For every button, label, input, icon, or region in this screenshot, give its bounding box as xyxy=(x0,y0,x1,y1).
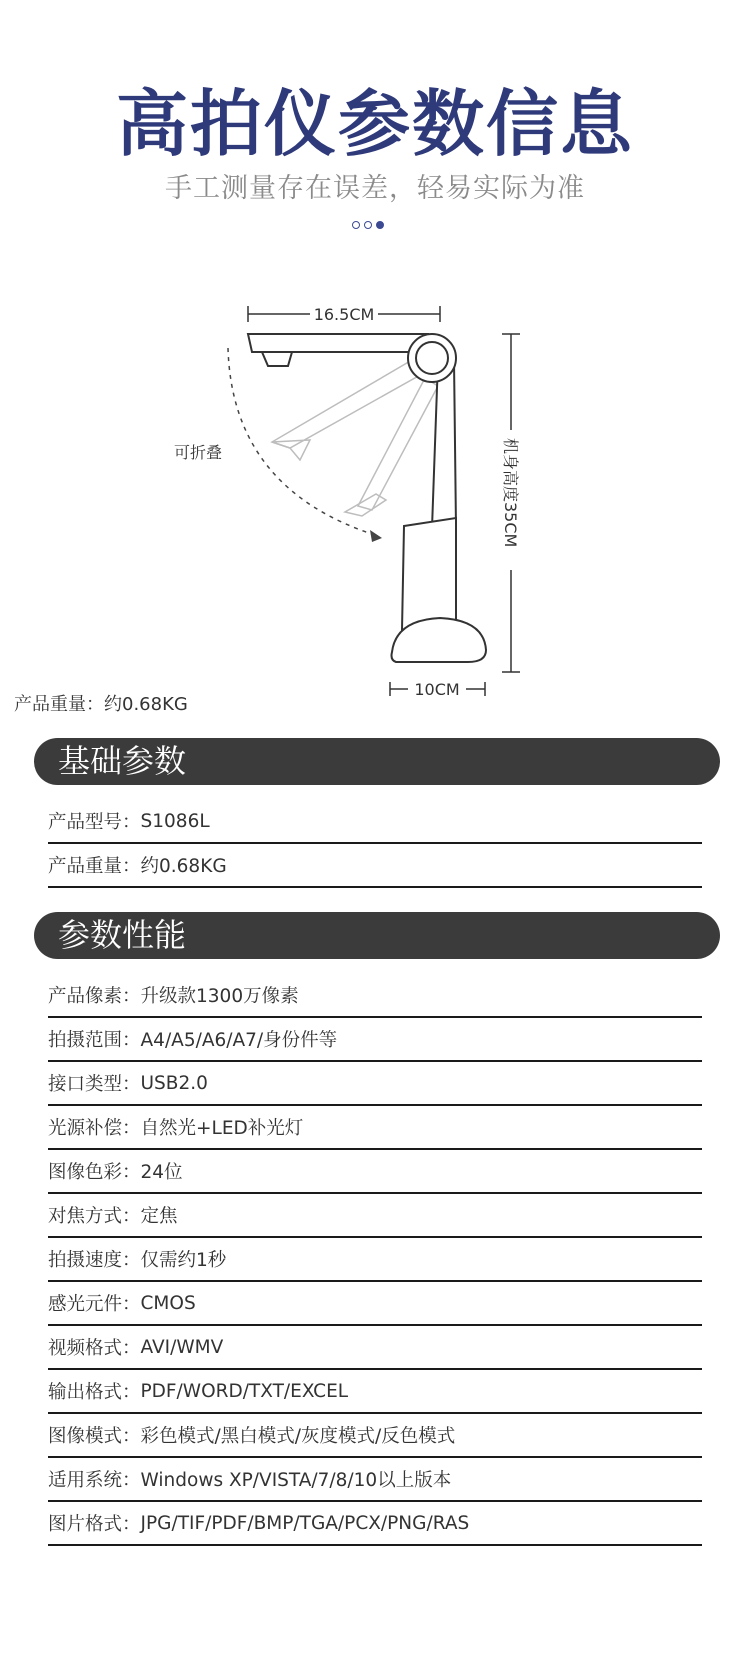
param-value: 24位 xyxy=(140,1162,183,1183)
param-row xyxy=(48,1282,702,1326)
fold-label: 可折叠 xyxy=(174,443,223,462)
param-value: PDF/WORD/TXT/EXCEL xyxy=(140,1380,349,1402)
param-label: 图像模式： xyxy=(48,1426,141,1447)
pagination-dot-active[interactable] xyxy=(376,221,384,229)
param-row xyxy=(48,1414,702,1458)
param-row xyxy=(48,1062,702,1106)
param-label: 感光元件： xyxy=(48,1294,141,1315)
param-label: 拍摄速度： xyxy=(48,1250,141,1271)
pagination-dot[interactable] xyxy=(364,221,372,229)
param-value: 升级款1300万像素 xyxy=(140,986,299,1007)
camera-lens xyxy=(416,342,448,374)
param-row xyxy=(48,1502,702,1546)
param-value: JPG/TIF/PDF/BMP/TGA/PCX/PNG/RAS xyxy=(140,1512,470,1534)
param-value: AVI/WMV xyxy=(140,1336,224,1358)
param-value: 定焦 xyxy=(140,1206,178,1227)
param-row xyxy=(48,1106,702,1150)
param-value: CMOS xyxy=(140,1292,196,1314)
param-value: S1086L xyxy=(140,810,210,832)
weight-note: 产品重量：约0.68KG xyxy=(14,694,188,715)
lamp-arm xyxy=(248,334,428,366)
param-label: 图像色彩： xyxy=(48,1162,141,1183)
pagination-dot[interactable] xyxy=(352,221,360,229)
pagination-dots xyxy=(352,221,384,229)
param-value: 仅需约1秒 xyxy=(140,1250,227,1271)
param-row xyxy=(48,1194,702,1238)
param-value: 约0.68KG xyxy=(140,856,227,877)
section-header-performance: 参数性能 xyxy=(34,912,720,959)
param-row xyxy=(48,1326,702,1370)
param-value: USB2.0 xyxy=(140,1072,208,1094)
param-label: 接口类型： xyxy=(48,1074,141,1095)
param-row xyxy=(48,974,702,1018)
param-label: 对焦方式： xyxy=(48,1206,141,1227)
param-value: Windows XP/VISTA/7/8/10以上版本 xyxy=(140,1470,452,1491)
lamp-body xyxy=(402,518,456,630)
performance-params-list xyxy=(48,974,702,1546)
param-label: 适用系统： xyxy=(48,1470,141,1491)
param-label: 产品像素： xyxy=(48,986,141,1007)
param-value: 彩色模式/黑白模式/灰度模式/反色模式 xyxy=(140,1426,456,1447)
param-row xyxy=(48,1458,702,1502)
fold-arrow-icon xyxy=(370,530,382,542)
fold-arc xyxy=(228,348,378,536)
width-dimension-label: 16.5CM xyxy=(313,305,375,324)
page-subtitle: 手工测量存在误差，轻易实际为准 xyxy=(165,173,585,204)
param-label: 光源补偿： xyxy=(48,1118,141,1139)
param-label: 图片格式： xyxy=(48,1514,141,1535)
param-label: 输出格式： xyxy=(48,1382,141,1403)
param-row xyxy=(48,1370,702,1414)
param-label: 拍摄范围： xyxy=(48,1030,141,1051)
section-header-basic: 基础参数 xyxy=(34,738,720,785)
param-label: 视频格式： xyxy=(48,1338,141,1359)
base-dimension-label: 10CM xyxy=(414,680,460,699)
param-row xyxy=(48,844,702,888)
param-row xyxy=(48,1238,702,1282)
param-label: 产品重量： xyxy=(48,856,141,877)
product-dimension-diagram xyxy=(0,290,750,720)
height-dimension-label: 机身高度35CM xyxy=(501,438,520,548)
param-row xyxy=(48,1150,702,1194)
param-value: A4/A5/A6/A7/身份件等 xyxy=(140,1030,338,1051)
page-title: 高拍仪参数信息 xyxy=(115,82,634,166)
param-value: 自然光+LED补光灯 xyxy=(140,1118,304,1139)
param-label: 产品型号： xyxy=(48,812,141,833)
param-row xyxy=(48,800,702,844)
param-row xyxy=(48,1018,702,1062)
folded-arm-ghost xyxy=(272,360,438,516)
basic-params-list xyxy=(48,800,702,888)
